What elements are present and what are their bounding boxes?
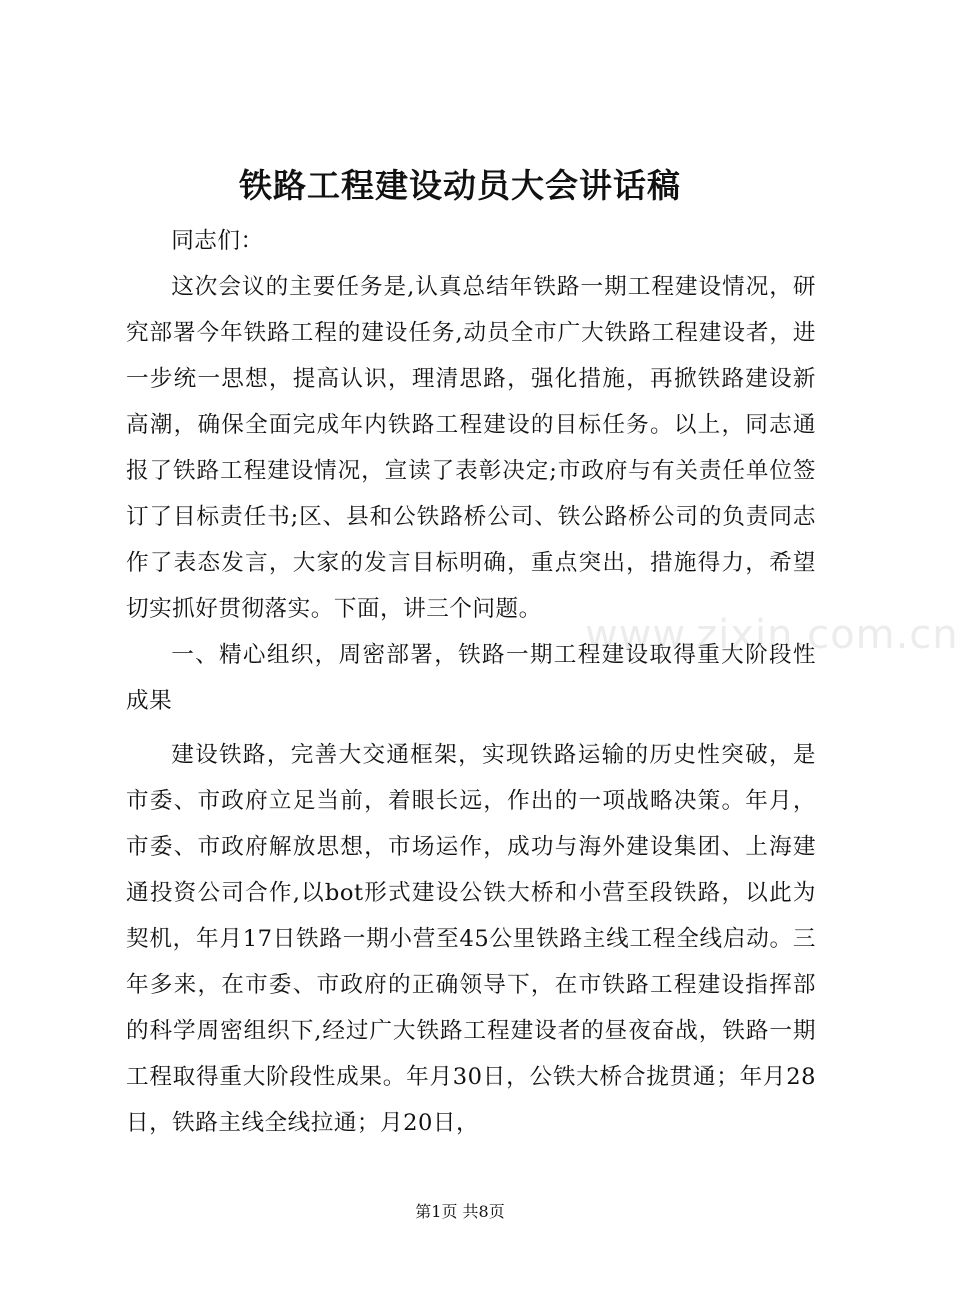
page-footer: 第1页 共8页 — [415, 1202, 505, 1221]
watermark: www.zixin.com.cn — [585, 612, 959, 658]
greeting: 同志们： — [171, 228, 264, 254]
document-title: 铁路工程建设动员大会讲话稿 — [239, 166, 681, 205]
section-heading: 一、精心组织，周密部署，铁路一期工程建设取得重大阶段性成果 — [126, 642, 816, 714]
paragraph: 这次会议的主要任务是,认真总结年铁路一期工程建设情况，研究部署今年铁路工程的建设任务,动员全市广大铁路工程建设者，进一步统一思想，提高认识，理清思路，强化措施，再掀铁路建设新高潮，确保全面完成年内铁路工程建设的目标任务。以上，同志通报了铁路工程建设情况，宣读了表彰决定;市政府与有关责任单位签订了目标责任书;区、县和公铁路桥公司、铁公路桥公司的负责同志作了表态发言，大家的发言目标明确，重点突出，措施得力，希望切实抓好贯彻落实。下面，讲三个问题。 — [126, 274, 816, 622]
paragraph: 建设铁路，完善大交通框架，实现铁路运输的历史性突破，是市委、市政府立足当前，着眼长远，作出的一项战略决策。年月，市委、市政府解放思想，市场运作，成功与海外建设集团、上海建通投资公司合作,以bot形式建设公铁大桥和小营至段铁路，以此为契机，年月17日铁路一期小营至45公里铁路主线工程全线启动。三年多来，在市委、市政府的正确领导下，在市铁路工程建设指挥部的科学周密组织下,经过广大铁路工程建设者的昼夜奋战，铁路一期工程取得重大阶段性成果。年月30日，公铁大桥合拢贯通；年月28日，铁路主线全线拉通；月20日， — [126, 742, 816, 1136]
document-body — [126, 218, 816, 1146]
